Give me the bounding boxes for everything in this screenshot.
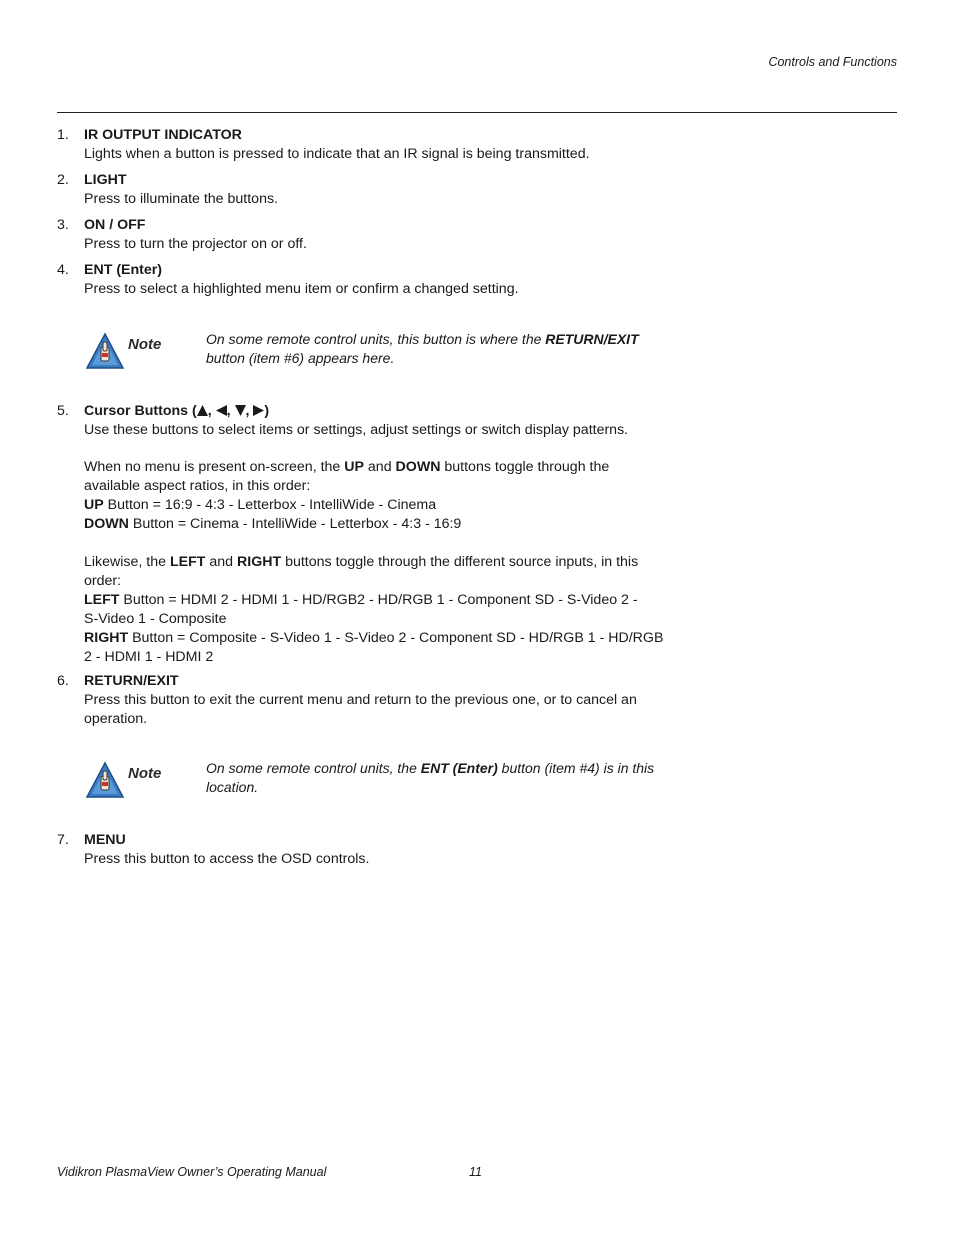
text-bold: UP xyxy=(344,459,364,475)
aspect-ratio-intro xyxy=(84,458,664,477)
item-number: 7. xyxy=(57,832,69,848)
footer-manual-title: Vidikron PlasmaView Owner’s Operating Manual xyxy=(57,1165,327,1179)
text-run: Button = 16:9 - 4:3 - Letterbox - IntelliWide - Cinema xyxy=(103,497,437,513)
note-text-bold: RETURN/EXIT xyxy=(545,331,639,347)
aspect-ratio-intro-cont: available aspect ratios, in this order: xyxy=(84,478,311,494)
item-description: Use these buttons to select items or settings, adjust settings or switch display patterns. xyxy=(84,422,629,438)
text-bold: RIGHT xyxy=(237,554,282,570)
item-number: 3. xyxy=(57,217,69,233)
text-run: When no menu is present on-screen, the xyxy=(84,459,345,475)
note-text-part: location. xyxy=(206,779,259,795)
right-button-order xyxy=(84,629,664,648)
item-description: Press this button to access the OSD controls. xyxy=(84,851,370,867)
item-description: Press to illuminate the buttons. xyxy=(84,191,278,207)
text-run: Button = Composite - S-Video 1 - S-Video 2 - Component SD - HD/RGB 1 - HD/RGB xyxy=(128,630,664,646)
right-arrow-icon xyxy=(253,405,264,416)
note-label: Note xyxy=(128,765,162,782)
item-title: RETURN/EXIT xyxy=(84,673,179,689)
text-run: buttons toggle through the xyxy=(440,459,610,475)
note-text-part: button (item #4) is in this xyxy=(497,760,655,776)
text-run: Likewise, the xyxy=(84,554,170,570)
text-run: and xyxy=(205,554,237,570)
text-bold: LEFT xyxy=(169,554,206,570)
text-bold: LEFT xyxy=(84,592,120,608)
page-number: 11 xyxy=(469,1165,482,1179)
item-number: 4. xyxy=(57,262,69,278)
up-button-order xyxy=(84,496,664,515)
item-number: 1. xyxy=(57,127,69,143)
item-description: Press to turn the projector on or off. xyxy=(84,236,307,252)
note-label: Note xyxy=(128,336,162,353)
down-button-order xyxy=(84,515,664,534)
running-header: Controls and Functions xyxy=(768,55,897,69)
source-input-intro xyxy=(84,553,664,572)
left-button-order-cont: S-Video 1 - Composite xyxy=(84,611,227,627)
right-button-order-cont: 2 - HDMI 1 - HDMI 2 xyxy=(84,649,214,665)
text-run: buttons toggle through the different source inputs, in this xyxy=(281,554,639,570)
note-callout xyxy=(85,330,665,378)
item-number: 5. xyxy=(57,403,69,419)
text-run: Button = Cinema - IntelliWide - Letterbox - 4:3 - 16:9 xyxy=(128,516,462,532)
item-title-text: Cursor Buttons ( xyxy=(84,403,197,419)
item-title: Cursor Buttons ( , , , ) xyxy=(84,403,270,419)
note-warning-icon xyxy=(85,330,125,370)
item-description: Press to select a highlighted menu item or confirm a changed setting. xyxy=(84,281,519,297)
note-warning-icon xyxy=(85,759,125,799)
up-arrow-icon xyxy=(197,405,208,416)
text-bold: UP xyxy=(84,497,104,513)
left-button-order xyxy=(84,591,664,610)
item-title: LIGHT xyxy=(84,172,127,188)
header-rule xyxy=(57,112,897,113)
item-title: ON / OFF xyxy=(84,217,146,233)
item-title: MENU xyxy=(84,832,126,848)
text-bold: DOWN xyxy=(84,516,129,532)
note-callout xyxy=(85,759,665,807)
note-text-part: button (item #6) appears here. xyxy=(206,350,395,366)
left-arrow-icon xyxy=(216,405,227,416)
item-title: ENT (Enter) xyxy=(84,262,163,278)
text-bold: DOWN xyxy=(395,459,441,475)
item-description: Lights when a button is pressed to indicate that an IR signal is being transmitted. xyxy=(84,146,590,162)
down-arrow-icon xyxy=(235,405,246,416)
note-text-bold: ENT (Enter) xyxy=(420,760,498,776)
item-number: 2. xyxy=(57,172,69,188)
item-number: 6. xyxy=(57,673,69,689)
item-description: Press this button to exit the current menu and return to the previous one, or to cancel an xyxy=(84,692,637,708)
note-text-part: On some remote control units, the xyxy=(206,760,421,776)
text-run: and xyxy=(363,459,396,475)
note-text xyxy=(206,759,666,797)
text-run: Button = HDMI 2 - HDMI 1 - HD/RGB2 - HD/RGB 1 - Component SD - S-Video 2 - xyxy=(119,592,638,608)
note-text xyxy=(206,330,666,368)
note-text-part: On some remote control units, this button is where the xyxy=(206,331,546,347)
item-title-text: ) xyxy=(264,403,270,419)
text-bold: RIGHT xyxy=(84,630,129,646)
item-title: IR OUTPUT INDICATOR xyxy=(84,127,242,143)
source-input-intro-cont: order: xyxy=(84,573,122,589)
item-description-cont: operation. xyxy=(84,711,148,727)
